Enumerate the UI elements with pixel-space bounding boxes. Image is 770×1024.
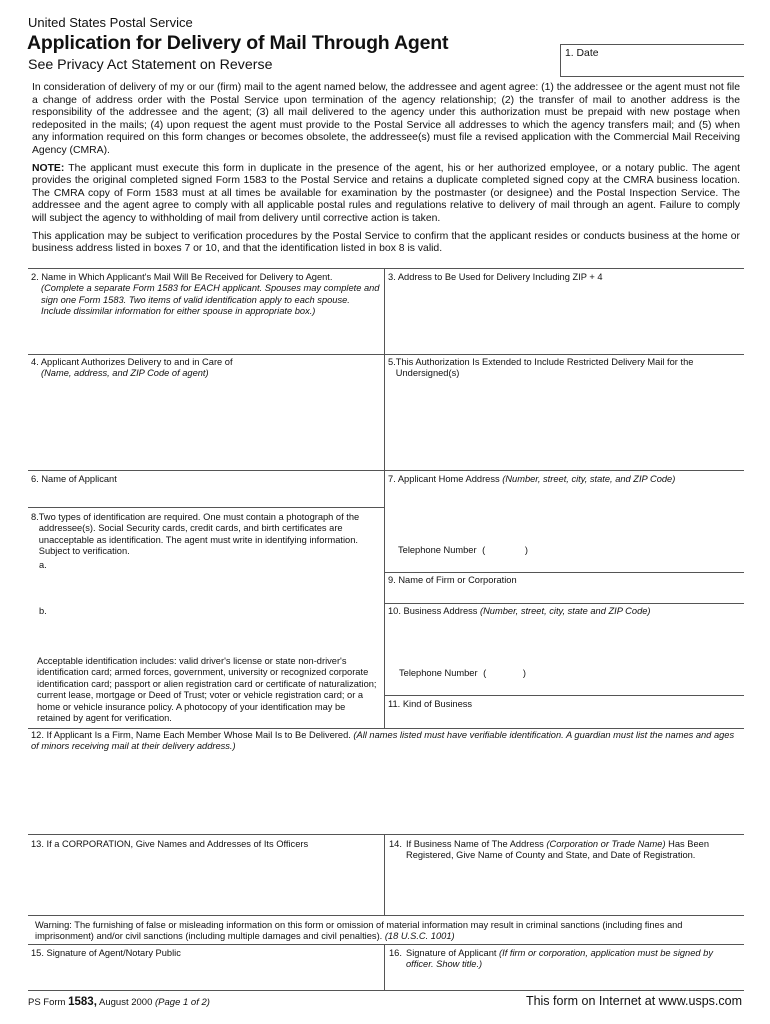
field-14-note: (Corporation or Trade Name) bbox=[546, 839, 666, 849]
page-indicator: (Page 1 of 2) bbox=[155, 997, 210, 1008]
area-code-open: ( bbox=[482, 545, 486, 555]
field-2-title: 2. Name in Which Applicant's Mail Will Be Received for Delivery to Agent. bbox=[31, 272, 333, 282]
id-b-input[interactable] bbox=[52, 606, 378, 650]
warning-citation: (18 U.S.C. 1001) bbox=[384, 931, 455, 942]
field-14-number: 14. bbox=[389, 839, 402, 849]
agent-signature-field[interactable] bbox=[30, 962, 380, 988]
field-5-number: 5. bbox=[388, 357, 396, 367]
field-7-label bbox=[388, 474, 675, 485]
ps-form-label: PS Form bbox=[28, 997, 69, 1008]
home-area-code-input[interactable] bbox=[488, 544, 528, 557]
id-b-label: b. bbox=[39, 606, 47, 616]
applicant-signature-field[interactable] bbox=[388, 972, 740, 988]
date-field[interactable] bbox=[610, 60, 740, 74]
warning-text bbox=[35, 920, 743, 943]
form-identifier bbox=[28, 996, 210, 1009]
field-2-input[interactable] bbox=[30, 335, 380, 352]
field-13-label: 13. If a CORPORATION, Give Names and Addresses of Its Officers bbox=[31, 839, 309, 849]
field-16-title: Signature of Applicant bbox=[406, 948, 500, 958]
field-14-title-cont: Has Been Registered, Give Name of County and State, and Date of Registration. bbox=[406, 839, 709, 861]
agency-name: United States Postal Service bbox=[28, 15, 193, 30]
field-14-label bbox=[389, 839, 739, 862]
field-5-label bbox=[388, 357, 733, 380]
home-telephone-label: Telephone Number bbox=[398, 545, 477, 555]
business-telephone-input[interactable] bbox=[536, 667, 736, 680]
field-4-label bbox=[31, 357, 381, 380]
field-10-note: (Number, street, city, state and ZIP Code) bbox=[480, 606, 651, 616]
field-7-input[interactable] bbox=[388, 488, 740, 538]
home-telephone-input[interactable] bbox=[536, 544, 736, 557]
field-10-input[interactable] bbox=[388, 620, 740, 662]
intro-text bbox=[32, 82, 740, 256]
form-title: Application for Delivery of Mail Through Agent bbox=[27, 32, 449, 54]
field-12-label bbox=[31, 730, 743, 753]
business-telephone-label: Telephone Number bbox=[399, 668, 478, 678]
field-6-label: 6. Name of Applicant bbox=[31, 474, 117, 484]
field-5-input[interactable] bbox=[388, 384, 740, 466]
field-2-note: (Complete a separate Form 1583 for EACH applicant. Spouses may complete and sign one Form 1583. Two items of valid identification apply to each spouse. Include dissimilar information for either spouse in appropriate box.) bbox=[41, 283, 380, 317]
form-edition: August 2000 bbox=[96, 997, 156, 1008]
field-15-label: 15. Signature of Agent/Notary Public bbox=[31, 948, 181, 958]
field-8-title: Two types of identification are required. One must contain a photograph of the addressee(s). Social Security cards, credit cards, and birth certificates are unacceptable as identification. The agent must write in identifying information. Subject to verification. bbox=[38, 512, 360, 557]
acceptable-id-text: Acceptable identification includes: valid driver's license or state non-driver's identification card; armed forces, government, university or recognized corporate identification card; passport or alien registration card or certificate of naturalization; current lease, mortgage or Deed of Trust; voter or vehicle registration card; or a home or vehicle insurance policy. A photocopy of your identification may be retained by agent for verification. bbox=[37, 656, 377, 724]
internet-notice: This form on Internet at www.usps.com bbox=[525, 994, 742, 1008]
field-12-title: 12. If Applicant Is a Firm, Name Each Member Whose Mail Is to Be Delivered. bbox=[31, 730, 354, 740]
field-4-input[interactable] bbox=[30, 384, 380, 466]
field-14-title: If Business Name of The Address bbox=[406, 839, 547, 849]
field-16-number: 16. bbox=[389, 948, 402, 958]
field-16-note: (If firm or corporation, application must be signed by officer. Show title.) bbox=[406, 948, 713, 970]
field-5-title: This Authorization Is Extended to Include Restricted Delivery Mail for the Undersigned(s) bbox=[395, 357, 694, 379]
field-4-title: 4. Applicant Authorizes Delivery to and in Care of bbox=[31, 357, 233, 367]
field-3-input[interactable] bbox=[388, 286, 740, 350]
field-10-label bbox=[388, 606, 651, 617]
note-paragraph bbox=[32, 163, 740, 226]
business-area-code-close: ) bbox=[522, 668, 526, 678]
field-2-label bbox=[31, 272, 381, 318]
field-4-note: (Name, address, and ZIP Code of agent) bbox=[41, 368, 209, 379]
business-area-code-open: ( bbox=[483, 668, 487, 678]
field-10-title: 10. Business Address bbox=[388, 606, 480, 616]
field-9-input[interactable] bbox=[388, 588, 740, 601]
note-label: NOTE: bbox=[32, 162, 65, 174]
field-12-input[interactable] bbox=[30, 756, 742, 832]
field-11-label: 11. Kind of Business bbox=[388, 699, 473, 709]
field-14-input[interactable] bbox=[388, 866, 740, 913]
field-3-label: 3. Address to Be Used for Delivery Including ZIP + 4 bbox=[388, 272, 603, 282]
form-number: 1583, bbox=[68, 996, 97, 1008]
warning-body: Warning: The furnishing of false or misleading information on this form or omission of material information may result in criminal sanctions (including fines and imprisonment) and/or civil sanctions (including multiple damages and civil penalties). bbox=[35, 920, 683, 942]
note-text: The applicant must execute this form in duplicate in the presence of the agent, his or her authorized employee, or a notary public. The agent provides the original completed signed Form 1583 to the Postal Service and retains a duplicate completed signed copy at the CMRA business location. The CMRA copy of Form 1583 must at all times be available for examination by the postmaster (or designee) and the Postal Inspection Service. The addressee and the agent agree to comply with all applicable postal rules and regulations relative to delivery of mail through an agent. Failure to comply will subject the agency to withholding of mail from delivery until corrective action is taken. bbox=[32, 162, 740, 224]
field-7-note: (Number, street, city, state, and ZIP Code) bbox=[502, 474, 676, 484]
field-12-note: (All names listed must have verifiable identification. A guardian must list the names and ages of minors receiving mail at their delivery address.) bbox=[31, 730, 735, 752]
id-a-label: a. bbox=[39, 560, 47, 570]
area-code-close: ) bbox=[524, 545, 528, 555]
field-8-number: 8. bbox=[31, 512, 39, 522]
field-13-input[interactable] bbox=[30, 853, 380, 913]
date-label: 1. Date bbox=[565, 48, 599, 59]
id-a-input[interactable] bbox=[52, 560, 378, 600]
business-area-code-input[interactable] bbox=[490, 667, 526, 680]
field-6-input[interactable] bbox=[30, 487, 380, 505]
privacy-notice: See Privacy Act Statement on Reverse bbox=[28, 57, 273, 73]
field-16-label bbox=[389, 948, 739, 971]
agreement-paragraph: In consideration of delivery of my or our (firm) mail to the agent named below, the addressee and agent agree: (1) the addressee or the agent must not file a change of address order with the Postal Service upon termination of the agency relationship; (2) the transfer of mail to another address is the responsibility of the addressee and the agent; (3) all mail delivered to the agency under this authorization must be prepaid with new postage when redeposited in the mails; (4) upon request the agent must provide to the Postal Service all addresses to which the agency transfers mail; and (5) when any information required on this form changes or becomes obsolete, the addressee(s) must file a revised application with the Commercial Mail Receiving Agency (CMRA). bbox=[32, 82, 740, 156]
field-7-title: 7. Applicant Home Address bbox=[388, 474, 503, 484]
field-9-label: 9. Name of Firm or Corporation bbox=[388, 575, 517, 585]
verification-paragraph: This application may be subject to verification procedures by the Postal Service to confirm that the applicant resides or conducts business at the home or business address listed in boxes 7 or 10, and that the identification listed in box 8 is valid. bbox=[32, 230, 740, 255]
field-8-label bbox=[31, 512, 373, 558]
field-11-input[interactable] bbox=[388, 712, 740, 726]
